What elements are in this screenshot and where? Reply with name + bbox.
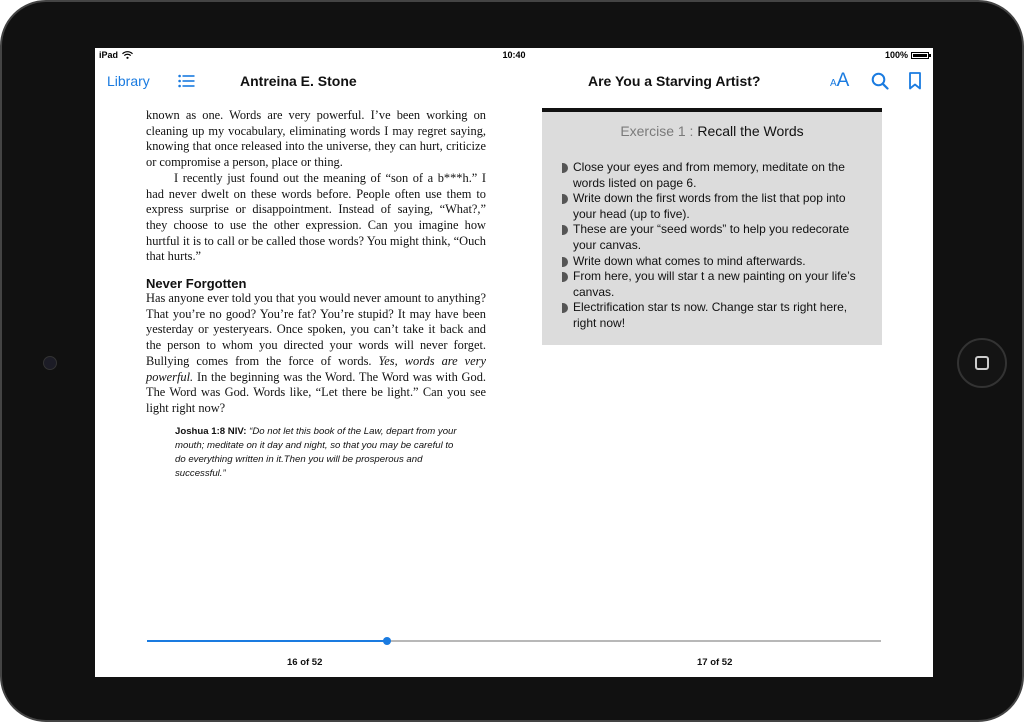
bullet-icon: [562, 257, 568, 267]
list-item: [562, 254, 862, 270]
exercise-box: [542, 108, 882, 345]
front-camera: [43, 356, 57, 370]
list-item: [562, 300, 862, 331]
paragraph-text: Has anyone ever told you that you would never amount to anything? That you’re no good? You’re fat? You’re stupid? It may have been yesterday or yesteryears. Once spoken, you can’t take it back and the person to whom you directed your words will never forget. Bullying comes from the force of words.: [146, 291, 486, 368]
reader-toolbar: [95, 66, 933, 96]
bullet-icon: [562, 303, 568, 313]
device-name: iPad: [99, 50, 119, 60]
book-title: Are You a Starving Artist?: [588, 73, 761, 89]
section-heading: Never Forgotten: [146, 276, 247, 292]
list-item-text: Write down what comes to mind afterwards.: [573, 253, 806, 268]
list-item: [562, 191, 862, 222]
list-item-text: These are your “seed words” to help you redecorate your canvas.: [573, 222, 850, 252]
left-page: [146, 108, 486, 481]
scrubber-handle[interactable]: [383, 637, 391, 645]
bullet-icon: [562, 194, 568, 204]
status-bar: [95, 48, 933, 62]
font-size-button[interactable]: [830, 70, 849, 92]
battery-icon: [911, 52, 929, 59]
table-of-contents-icon[interactable]: [178, 73, 195, 89]
clock: 10:40: [502, 50, 526, 60]
list-item-text: From here, you will star t a new painting on your life’s canvas.: [573, 269, 856, 299]
quote-text: “Do not let this book of the Law, depart from your mouth; meditate on it day and night, so that you may be careful to do everything written in it.Then you will be prosperous and successful.”: [175, 425, 457, 479]
reader-screen: [95, 48, 933, 677]
exercise-label: Exercise 1 :: [620, 123, 694, 139]
paragraph: I recently just found out the meaning of “son of a b***h.” I had never dwelt on these words before. People often use them to express surprise or disappointment. Instead of saying, “What?,” they choose to use the other expression. Can you imagine how hurtful it is to call or be called those words? You might think, “Ouch that hurts.”: [146, 170, 486, 264]
home-button[interactable]: [957, 338, 1007, 388]
paragraph: [146, 291, 486, 417]
list-item: [562, 269, 862, 300]
book-author: Antreina E. Stone: [240, 73, 357, 89]
scripture-quote: [175, 425, 462, 481]
quote-reference: Joshua 1:8 NIV:: [175, 425, 247, 437]
paragraph: known as one. Words are very powerful. I’ve been working on cleaning up my vocabulary, eliminating words I may regret saying, knowing that once released into the universe, they can hurt, criticize or compromise a person, place or thing.: [146, 108, 486, 170]
list-item: [562, 222, 862, 253]
font-large-glyph: A: [836, 70, 850, 91]
exercise-list: [562, 160, 862, 332]
right-page-number: 17 of 52: [697, 657, 733, 668]
battery-percent: 100%: [884, 50, 908, 60]
left-page-number: 16 of 52: [287, 657, 323, 668]
scrubber-fill: [147, 640, 387, 642]
list-item: [562, 160, 862, 191]
bullet-icon: [562, 163, 568, 173]
bullet-icon: [562, 225, 568, 235]
list-item-text: Close your eyes and from memory, meditate on the words listed on page 6.: [573, 160, 845, 190]
list-item-text: Electrification star ts now. Change star ts right here, right now!: [573, 300, 848, 330]
font-small-glyph: A: [830, 78, 837, 89]
emphasis-text: Yes, words are very powerful.: [146, 353, 486, 384]
paragraph-text: In the beginning was the Word. The Word was with God. The Word was God. Words like, “Let there be light.” Can you see light right now?: [146, 369, 486, 415]
search-icon[interactable]: [871, 72, 889, 90]
bullet-icon: [562, 272, 568, 282]
home-square-icon: [975, 356, 989, 370]
page-scrubber[interactable]: [147, 640, 881, 642]
bookmark-icon[interactable]: [908, 72, 922, 90]
exercise-title: [542, 123, 882, 139]
exercise-heading: Recall the Words: [697, 123, 804, 139]
library-button[interactable]: Library: [107, 73, 150, 89]
list-item-text: Write down the first words from the list that pop into your head (up to five).: [573, 191, 846, 221]
